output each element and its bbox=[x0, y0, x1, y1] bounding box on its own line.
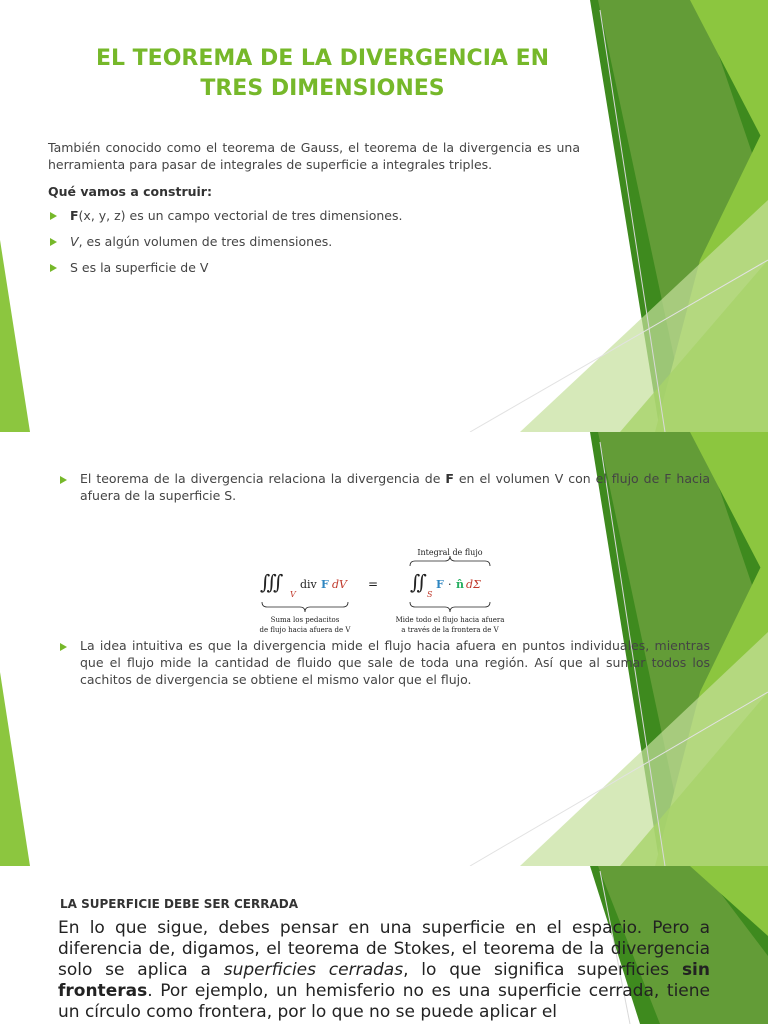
slide-1-title bbox=[60, 44, 585, 104]
paragraph-text: . Por ejemplo, un hemisferio no es una superficie cerrada, tiene un círculo como frontera, por lo que no se puede aplicar el bbox=[58, 981, 710, 1022]
no-boundaries-term: sin fronteras bbox=[58, 960, 710, 1001]
volume-V: V bbox=[70, 234, 79, 249]
bullet-text-part: El teorema de la divergencia relaciona la divergencia de bbox=[80, 471, 446, 486]
bullet-vector-field bbox=[70, 207, 402, 224]
bullet-surface: S es la superficie de V bbox=[70, 260, 209, 275]
left-caption-1: Suma los pedacitos bbox=[270, 616, 340, 624]
bullet-arrow-icon bbox=[50, 212, 57, 220]
normal-vector: n̂ bbox=[456, 578, 464, 591]
build-heading: Qué vamos a construir: bbox=[48, 184, 212, 199]
slide-3 bbox=[0, 866, 768, 1024]
intro-paragraph: También conocido como el teorema de Gauss, el teorema de la divergencia es una herramienta para pasar de integrales de superficie a integrales triples. bbox=[48, 140, 580, 172]
vector-F-blue: F bbox=[321, 578, 329, 591]
bullet-arrow-icon bbox=[50, 264, 57, 272]
bullet-text-part: en el volumen V con el flujo de F hacia afuera de la superficie S. bbox=[80, 471, 710, 503]
flux-integral-label: Integral de flujo bbox=[417, 548, 483, 557]
underbrace-left bbox=[262, 602, 348, 612]
slide-2 bbox=[0, 432, 768, 866]
paragraph-text: En lo que sigue, debes pensar en una superficie en el espacio. Pero a diferencia de, digamos, el teorema de Stokes, el teorema de la divergencia solo se aplica a bbox=[58, 918, 710, 980]
bullet-volume bbox=[70, 233, 332, 250]
title-line-2: TRES DIMENSIONES bbox=[200, 76, 445, 101]
vector-F-blue: F bbox=[436, 578, 444, 591]
bullet-arrow-icon bbox=[50, 238, 57, 246]
right-caption-2: a través de la frontera de V bbox=[401, 626, 499, 634]
closed-surface-heading: LA SUPERFICIE DEBE SER CERRADA bbox=[60, 897, 298, 911]
bullet-1-text: (x, y, z) es un campo vectorial de tres dimensiones. bbox=[78, 208, 403, 223]
bullet-arrow-icon bbox=[60, 476, 67, 484]
right-caption-1: Mide todo el flujo hacia afuera bbox=[395, 616, 505, 624]
closed-surface-paragraph bbox=[58, 918, 710, 1023]
slide-1 bbox=[0, 0, 768, 432]
bullet-arrow-icon bbox=[60, 643, 67, 651]
triple-integral-sign: ∭ bbox=[260, 570, 284, 594]
dV: dV bbox=[332, 578, 347, 591]
underbrace-right bbox=[410, 602, 490, 612]
left-caption-2: de flujo hacia afuera de V bbox=[259, 626, 351, 634]
bullet-intuition: La idea intuitiva es que la divergencia mide el flujo hacia afuera en puntos individuales, mientras que el flujo mide la cantidad de fluido que sale de toda una región. Así que al sumar todos los cachitos de divergencia se obtiene el mismo valor que el flujo. bbox=[80, 638, 710, 687]
dot-operator: · bbox=[448, 578, 452, 591]
div-operator: div bbox=[300, 578, 317, 591]
vector-F: F bbox=[445, 471, 454, 486]
divergence-theorem-formula bbox=[250, 542, 510, 637]
bullet-divergence-relation bbox=[80, 470, 710, 504]
closed-surfaces-term: superficies cerradas bbox=[223, 960, 404, 980]
subscript-V: V bbox=[290, 590, 296, 599]
paragraph-text: , lo que significa superficies bbox=[403, 960, 682, 980]
double-integral-sign: ∬ bbox=[410, 570, 428, 594]
d-sigma: dΣ bbox=[466, 578, 481, 591]
bullet-2-text: , es algún volumen de tres dimensiones. bbox=[78, 234, 333, 249]
subscript-S: S bbox=[427, 590, 433, 599]
vector-F: F bbox=[70, 208, 79, 223]
overbrace bbox=[410, 556, 490, 566]
equals-sign: = bbox=[368, 577, 379, 591]
title-line-1: EL TEOREMA DE LA DIVERGENCIA EN bbox=[95, 46, 550, 71]
